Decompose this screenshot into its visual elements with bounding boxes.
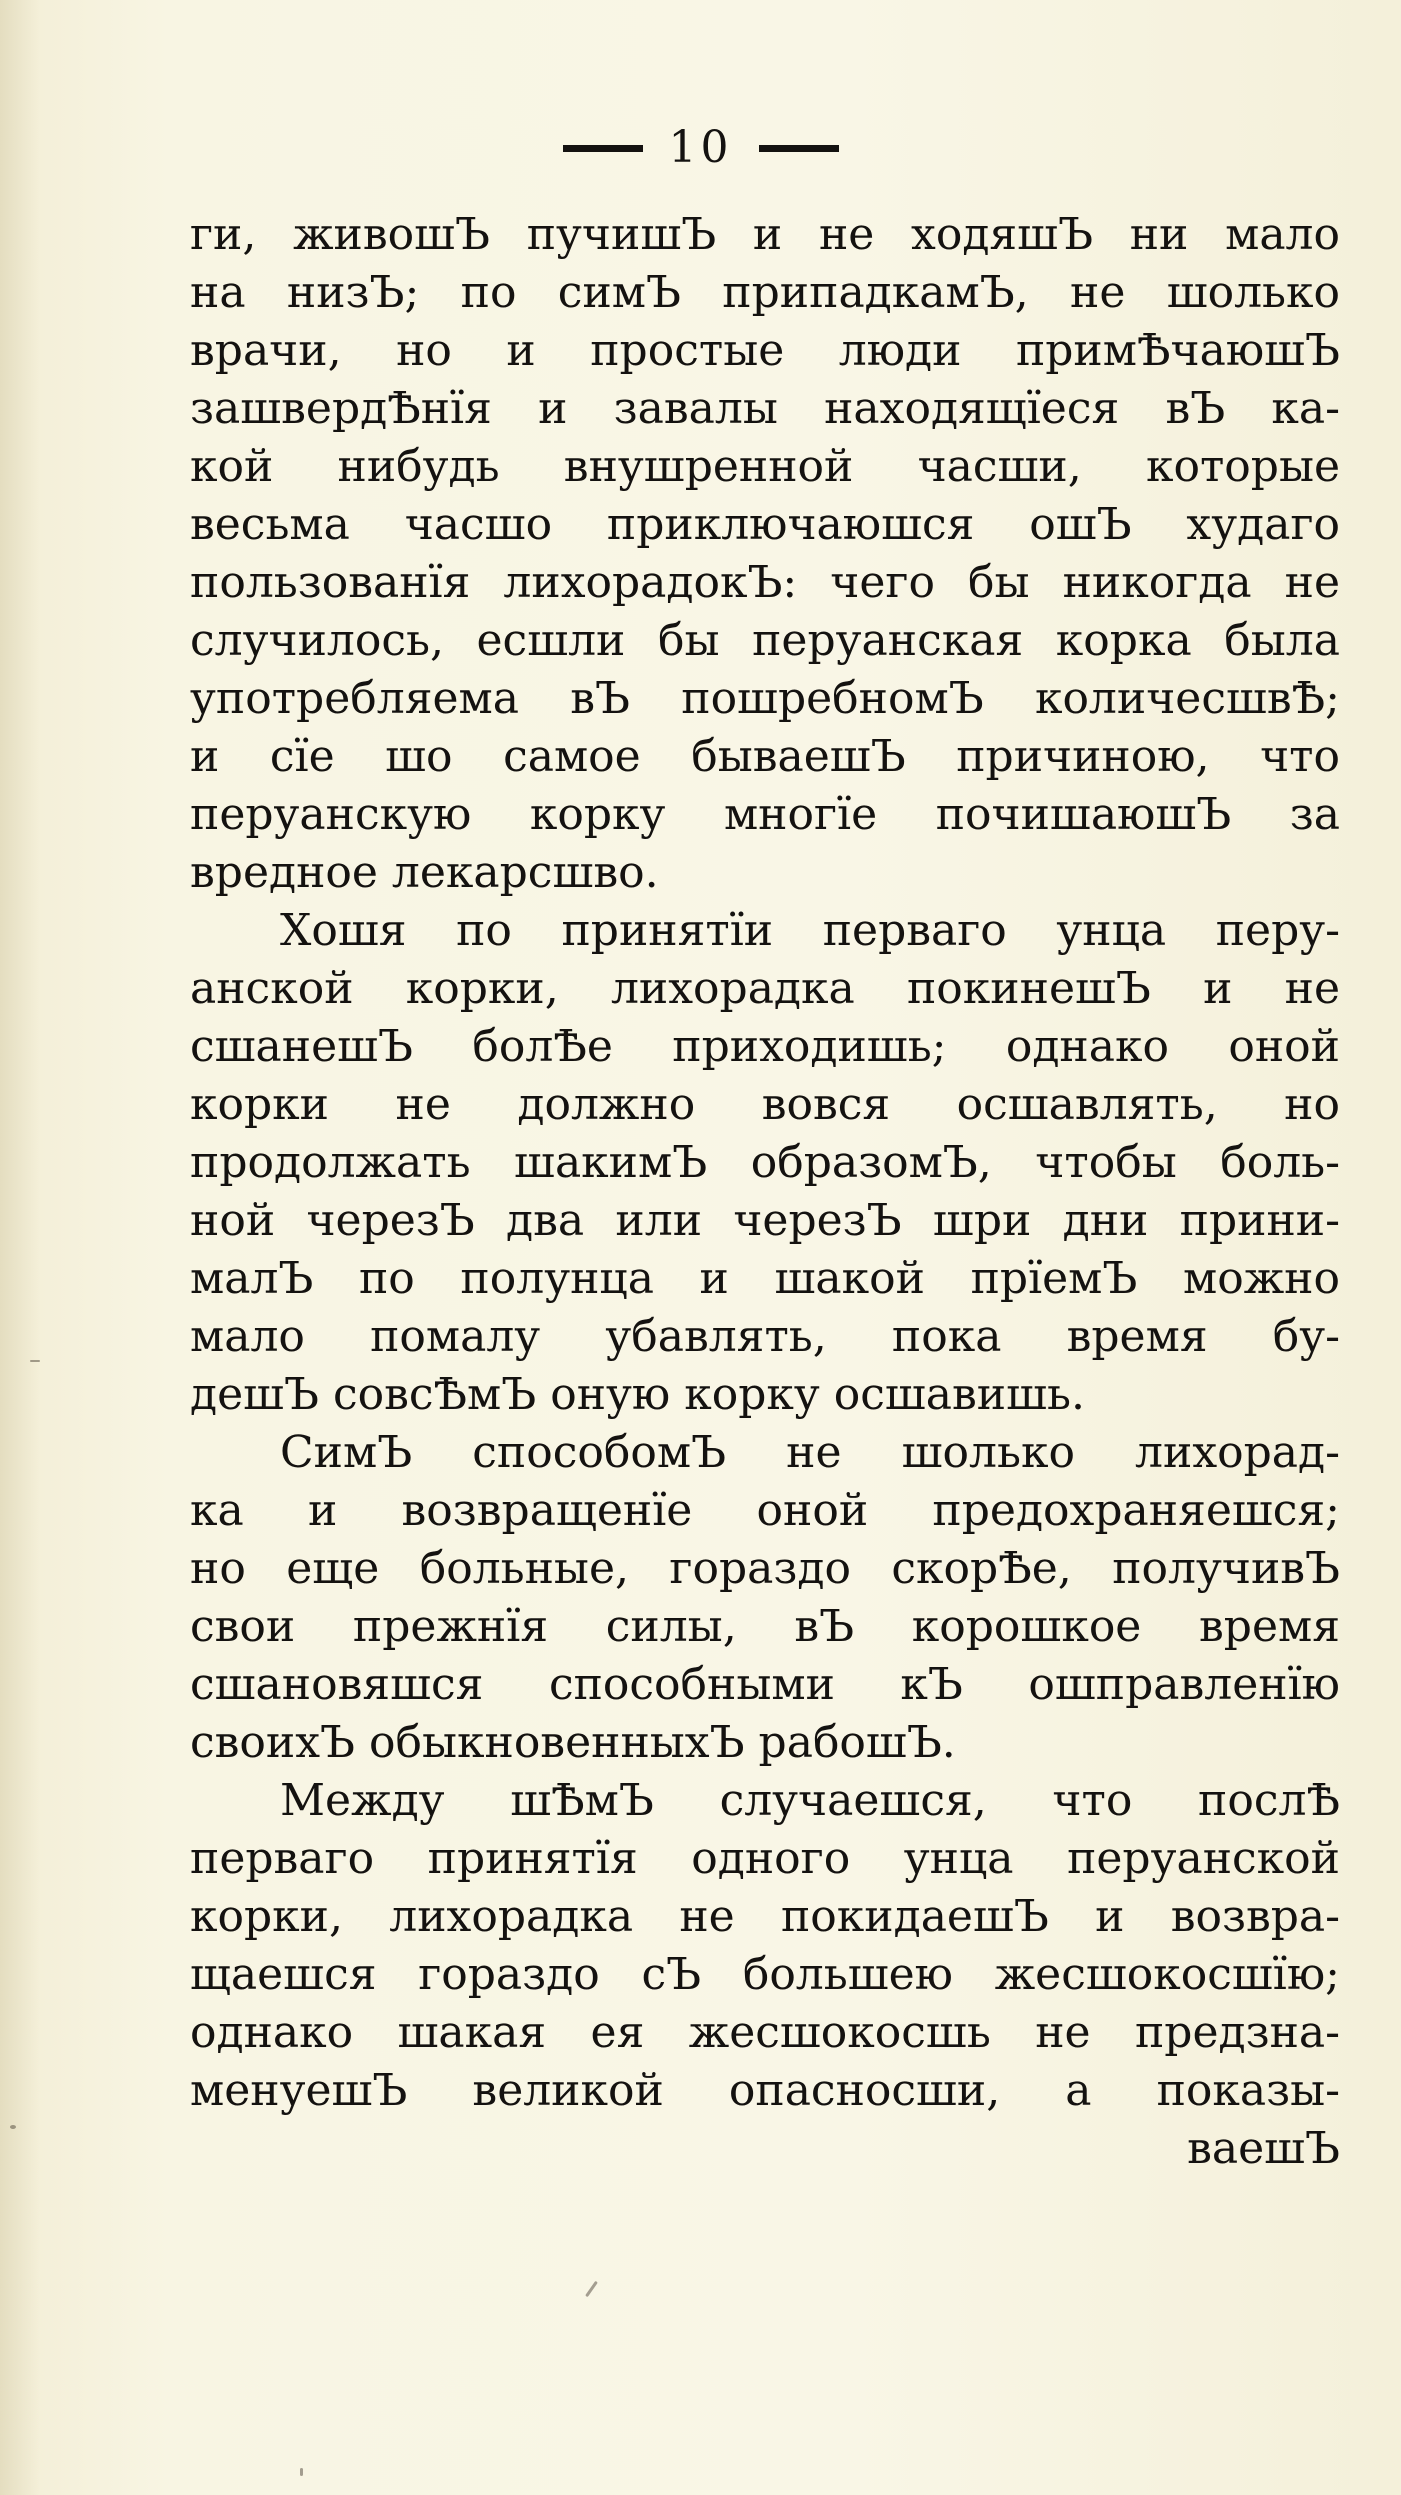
- page-number: 10: [668, 122, 733, 173]
- text-line: сшановяшся способными кЪ ошправленїю: [190, 1659, 1340, 1710]
- text-line: весьма часшо приключаюшся ошЪ худаго: [190, 499, 1340, 550]
- header-rule-left: [563, 145, 643, 152]
- text-line: мало помалу убавлять, пока время бу-: [190, 1311, 1340, 1362]
- text-line: зашвердѢнїя и завалы находящїеся вЪ ка-: [190, 383, 1340, 434]
- body-text: [190, 206, 1340, 2178]
- text-line: употребляема вЪ пошребномЪ количесшвѢ;: [190, 673, 1340, 724]
- paragraph-start-line: СимЪ способомЪ не шолько лихорад-: [280, 1427, 1340, 1478]
- text-line: ной черезЪ два или черезЪ шри дни прини-: [190, 1195, 1340, 1246]
- text-line: врачи, но и простые люди примѢчаюшЪ: [190, 325, 1340, 376]
- page-gutter-shadow: [0, 0, 40, 2495]
- paragraph-end-line: вредное лекарсшво.: [190, 847, 659, 898]
- catchword: ваешЪ: [1187, 2123, 1340, 2174]
- text-line: однако шакая ея жесшокосшь не предзна-: [190, 2007, 1340, 2058]
- paragraph-end-line: своихЪ обыкновенныхЪ рабошЪ.: [190, 1717, 956, 1768]
- text-line: кой нибудь внушренной часши, которые: [190, 441, 1340, 492]
- text-line: корки, лихорадка не покидаешЪ и возвра-: [190, 1891, 1340, 1942]
- paragraph-start-line: Между шѢмЪ случаешся, что послѢ: [280, 1775, 1340, 1826]
- text-line: пользованїя лихорадокЪ: чего бы никогда не: [190, 557, 1340, 608]
- text-line: продолжать шакимЪ образомЪ, чтобы боль-: [190, 1137, 1340, 1188]
- text-line: анской корки, лихорадка покинешЪ и не: [190, 963, 1340, 1014]
- ink-speck: [10, 2125, 16, 2129]
- text-line: ка и возвращенїе оной предохраняешся;: [190, 1485, 1340, 1536]
- ink-speck: [300, 2468, 303, 2476]
- paragraph-end-line: дешЪ совсѢмЪ оную корку осшавишь.: [190, 1369, 1085, 1420]
- header-rule-right: [759, 145, 839, 152]
- text-line: малЪ по полунца и шакой прїемЪ можно: [190, 1253, 1340, 1304]
- paragraph-start-line: Хошя по принятїи перваго унца перу-: [280, 905, 1340, 956]
- ink-speck: [585, 2281, 598, 2297]
- text-line: перуанскую корку многїе почишаюшЪ за: [190, 789, 1340, 840]
- ink-speck: [30, 1360, 40, 1362]
- text-line: ги, живошЪ пучишЪ и не ходяшЪ ни мало: [190, 209, 1340, 260]
- text-line: свои прежнїя силы, вЪ корошкое время: [190, 1601, 1340, 1652]
- text-line: случилось, есшли бы перуанская корка была: [190, 615, 1340, 666]
- text-line: на низЪ; по симЪ припадкамЪ, не шолько: [190, 267, 1340, 318]
- text-line: корки не должно вовся осшавлять, но: [190, 1079, 1340, 1130]
- page-header: [0, 118, 1401, 178]
- text-line: но еще больные, гораздо скорѢе, получивЪ: [190, 1543, 1340, 1594]
- text-line: сшанешЪ болѢе приходишь; однако оной: [190, 1021, 1340, 1072]
- text-line: щаешся гораздо сЪ большею жесшокосшїю;: [190, 1949, 1340, 2000]
- text-line: перваго принятїя одного унца перуанской: [190, 1833, 1340, 1884]
- text-line: и сїе шо самое бываешЪ причиною, что: [190, 731, 1340, 782]
- text-line: менуешЪ великой опасносши, а показы-: [190, 2065, 1340, 2116]
